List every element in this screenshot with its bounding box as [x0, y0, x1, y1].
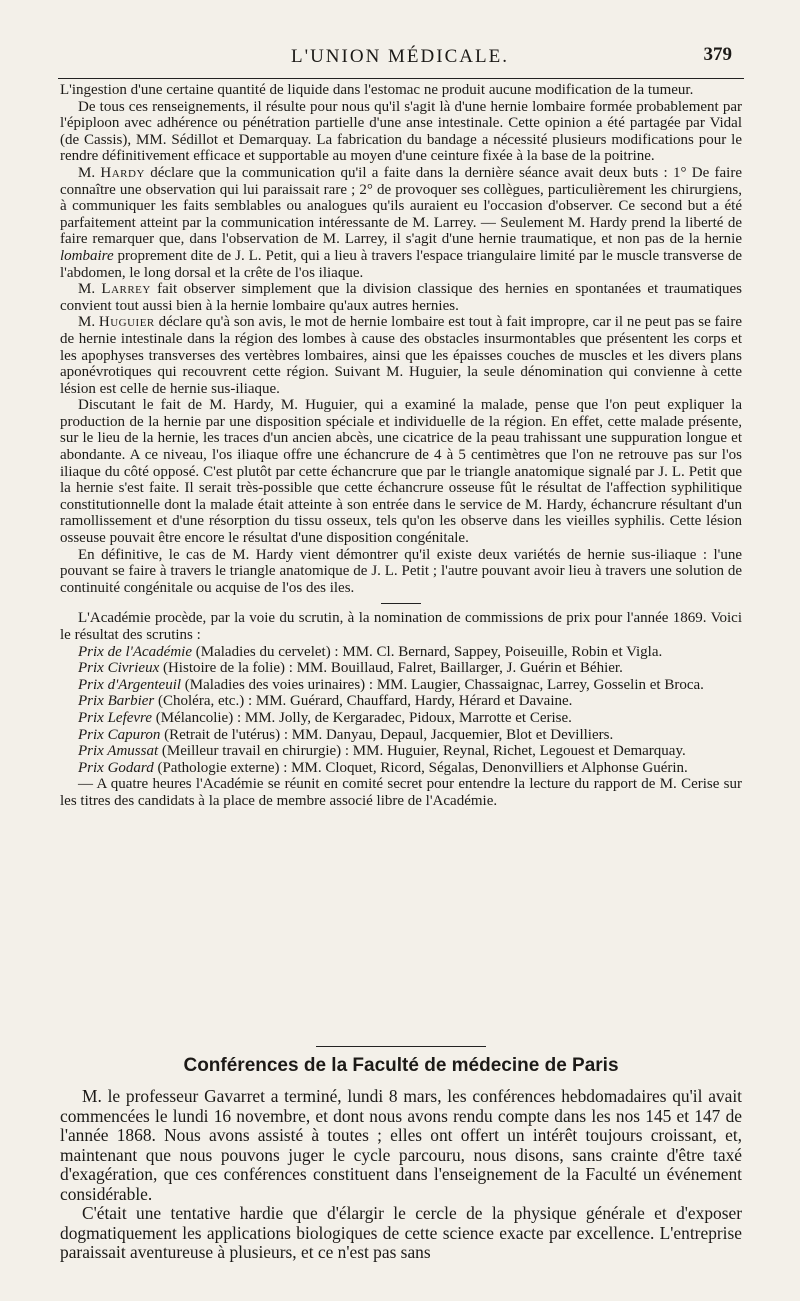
emphasis: lombaire — [60, 247, 114, 264]
prize-entry — [60, 660, 742, 677]
paragraph — [60, 314, 742, 397]
paragraph: En définitive, le cas de M. Hardy vient démontrer qu'il existe deux variétés de hernie sus-iliaque : l'une pouvant se faire à travers le triangle anatomique de J. L. Petit ; l'autre pouvant avoir lieu à travers une solution de continuité congénitale ou acquise de l'os des iles. — [60, 546, 742, 596]
paragraph-text: proprement dite de J. L. Petit, qui a lieu à travers l'espace triangulaire limité par le muscle transverse de l'abdomen, le long dorsal et la crête de l'os iliaque. — [60, 247, 742, 281]
header-rule — [58, 78, 744, 79]
prize-text: (Meilleur travail en chirurgie) : MM. Huguier, Reynal, Richet, Legouest et Demarquay. — [158, 743, 686, 760]
paragraph: Discutant le fait de M. Hardy, M. Huguier, qui a examiné la malade, pense que l'on peut expliquer la production de la hernie par une disposition spéciale et individuelle de la région. En effet, cette malade présente, sur le lieu de la hernie, les traces d'un ancien abcès, une cicatrice de la peau trahissant une suppuration longue et abondante. A ce niveau, l'os iliaque offre une échancrure de 4 à 5 centimètres que l'on ne retrouve pas sur l'os iliaque du côté opposé. C'est plutôt par cette échancrure que par le triangle anatomique signalé par J. L. Petit que la hernie s'est faite. Il serait très-possible que cette échancrure osseuse fût le résultat de l'affection syphilitique constitutionnelle dont la malade était atteinte à son entrée dans le service de M. Hardy, échancrure résultant d'un ramollissement et d'une résorption du tissu osseux, tels qu'on les observe dans les vieilles syphilis. Cette lésion osseuse pouvait être encore le résultat d'une disposition congénitale. — [60, 397, 742, 547]
paragraph: De tous ces renseignements, il résulte pour nous qu'il s'agit là d'une hernie lombaire formée probablement par l'épiploon avec adhérence ou pénétration partielle d'une anse intestinale. Cette opinion a été partagée par Vidal (de Cassis), MM. Sédillot et Demarquay. La fabrication du bandage a nécessité plusieurs modifications pour le rendre définitivement efficace et supportable au moyen d'une ceinture fixée à la base de la poitrine. — [60, 98, 742, 165]
prize-entry — [60, 727, 742, 744]
conferences-section — [60, 1046, 742, 1263]
section-divider — [381, 603, 421, 604]
prize-name: Prix de l'Académie — [78, 643, 192, 660]
paragraph: L'Académie procède, par la voie du scrutin, à la nomination de commissions de prix pour l'année 1869. Voici le résultat des scrutins : — [60, 610, 742, 643]
paragraph: L'ingestion d'une certaine quantité de liquide dans l'estomac ne produit aucune modification de la tumeur. — [60, 82, 694, 98]
paragraph-text: fait observer simplement que la division classique des hernies en spontanées et traumatiques convient tout aussi bien à la hernie lombaire qu'aux autres hernies. — [60, 281, 742, 314]
prize-name: Prix Godard — [78, 759, 154, 776]
prize-entry — [60, 760, 742, 777]
running-title: L'UNION MÉDICALE. — [291, 46, 509, 67]
speaker-name: Larrey — [101, 281, 151, 298]
prize-text: (Histoire de la folie) : MM. Bouillaud, Falret, Baillarger, J. Guérin et Béhier. — [159, 660, 623, 677]
prize-entry — [60, 710, 742, 727]
prize-name: Prix Amussat — [78, 743, 159, 760]
paragraph: M. le professeur Gavarret a terminé, lundi 8 mars, les conférences hebdomadaires qu'il avait commencées le lundi 16 novembre, et dont nous avons rendu compte dans les nos 145 et 147 de l'année 1868. Nous avons assisté à toutes ; elles ont offert un intérêt toujours croissant, et, maintenant que nous pouvons juger le cycle parcouru, nous disons, sans crainte d'être taxé d'exagération, que ces conférences constituent dans l'enseignement de la Faculté un événement considérable. — [60, 1086, 742, 1204]
conferences-body — [60, 1087, 742, 1263]
paragraph-lead: M. — [78, 164, 101, 181]
paragraph-text: déclare qu'à son avis, le mot de hernie lombaire est tout à fait impropre, car il ne peut pas se faire de hernie intestinale dans la région des lombes à cause des obstacles insurmontables que présentent les corps et les apophyses transverses des vertèbres lombaires, ainsi que les épaisses couches de muscles et les divers plans aponévrotiques qui recouvrent cette région. Suivant M. Huguier, la seule dénomination qui convienne à cette lésion est celle de hernie sus-iliaque. — [60, 314, 742, 397]
prize-name: Prix Lefevre — [78, 709, 152, 726]
prize-name: Prix d'Argenteuil — [78, 676, 182, 693]
prize-text: (Choléra, etc.) : MM. Guérard, Chauffard, Hardy, Hérard et Davaine. — [154, 693, 573, 710]
prize-name: Prix Barbier — [78, 693, 155, 710]
closing-paragraph: — A quatre heures l'Académie se réunit en comité secret pour entendre la lecture du rapport de M. Cerise sur les titres des candidats à la place de membre associé libre de l'Académie. — [60, 776, 742, 809]
prize-name: Prix Capuron — [78, 726, 161, 743]
section-rule — [316, 1046, 486, 1047]
page-header — [60, 40, 740, 74]
paragraph: C'était une tentative hardie que d'élargir le cercle de la physique générale et d'exposer dogmatiquement les applications biologiques de cette science exacte par excellence. L'entreprise paraissait aventureuse à plusieurs, et ce n'est pas sans — [60, 1203, 742, 1262]
paragraph-lead: M. — [78, 314, 99, 331]
prize-name: Prix Civrieux — [78, 660, 160, 677]
paragraph-lead: M. — [78, 281, 102, 298]
section-heading: Conférences de la Faculté de médecine de Paris — [183, 1055, 619, 1076]
article-body — [60, 82, 742, 810]
prize-text: (Maladies des voies urinaires) : MM. Laugier, Chassaignac, Larrey, Gosselin et Broca. — [181, 676, 704, 693]
prize-entry — [60, 677, 742, 694]
paragraph — [60, 281, 742, 314]
page-number: 379 — [703, 44, 732, 65]
speaker-name: Hardy — [100, 164, 145, 181]
speaker-name: Huguier — [98, 314, 155, 331]
prize-text: (Mélancolie) : MM. Jolly, de Kergaradec, Pidoux, Marrotte et Cerise. — [152, 709, 572, 726]
prize-entry — [60, 743, 742, 760]
prize-text: (Maladies du cervelet) : MM. Cl. Bernard, Sappey, Poiseuille, Robin et Vigla. — [192, 643, 663, 660]
paragraph — [60, 165, 742, 281]
prize-text: (Pathologie externe) : MM. Cloquet, Ricord, Ségalas, Denonvilliers et Alphonse Guérin. — [153, 759, 688, 776]
prize-text: (Retrait de l'utérus) : MM. Danyau, Depaul, Jacquemier, Blot et Devilliers. — [160, 726, 614, 743]
paragraph-text: déclare que la communication qu'il a faite dans la dernière séance avait deux buts : 1° De faire connaître une observation qui lui paraissait rare ; 2° de provoquer ses collègues, particulièrement les chirurgiens, à communiquer les faits semblables ou analogues qu'ils auraient eu l'occasion d'observer. Ce second but a été parfaitement atteint par la communication intéressante de M. Larrey. — Seulement M. Hardy prend la liberté de faire remarquer que, dans l'observation de M. Larrey, il s'agit d'une hernie traumatique, et non pas de la hernie — [60, 164, 742, 248]
prize-entry — [60, 693, 742, 710]
prize-entry — [60, 644, 742, 661]
